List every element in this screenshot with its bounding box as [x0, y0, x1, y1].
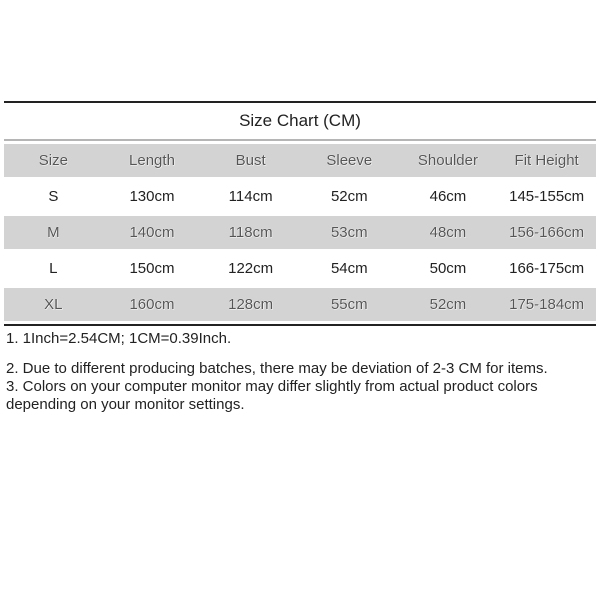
table-cell: 53cm	[300, 216, 399, 249]
size-chart	[4, 101, 596, 326]
table-cell: 156-166cm	[497, 216, 596, 249]
table-row	[4, 252, 596, 285]
table-cell: 140cm	[103, 216, 202, 249]
bottom-rule	[4, 324, 596, 326]
table-cell: 52cm	[399, 288, 498, 321]
note-conversion: 1. 1Inch=2.54CM; 1CM=0.39Inch.	[6, 330, 232, 347]
size-notes	[6, 330, 594, 414]
column-header-length: Length	[103, 144, 202, 177]
table-cell: M	[4, 216, 103, 249]
table-cell: L	[4, 252, 103, 285]
table-cell: S	[4, 180, 103, 213]
size-table	[4, 141, 596, 324]
table-cell: 50cm	[399, 252, 498, 285]
table-cell: 150cm	[103, 252, 202, 285]
column-header-fit-height: Fit Height	[497, 144, 596, 177]
table-cell: 46cm	[399, 180, 498, 213]
table-cell: 55cm	[300, 288, 399, 321]
table-cell: 122cm	[201, 252, 300, 285]
table-row	[4, 180, 596, 213]
table-header-row	[4, 144, 596, 177]
table-row	[4, 288, 596, 321]
table-cell: 128cm	[201, 288, 300, 321]
table-cell: 54cm	[300, 252, 399, 285]
column-header-shoulder: Shoulder	[399, 144, 498, 177]
table-cell: 118cm	[201, 216, 300, 249]
table-row	[4, 216, 596, 249]
table-cell: 52cm	[300, 180, 399, 213]
table-cell: 166-175cm	[497, 252, 596, 285]
chart-title: Size Chart (CM)	[239, 111, 361, 130]
table-cell: 114cm	[201, 180, 300, 213]
table-cell: 175-184cm	[497, 288, 596, 321]
table-cell: 48cm	[399, 216, 498, 249]
table-cell: 130cm	[103, 180, 202, 213]
note-deviation: 2. Due to different producing batches, there may be deviation of 2-3 CM for items.	[6, 360, 548, 377]
column-header-bust: Bust	[201, 144, 300, 177]
column-header-size: Size	[4, 144, 103, 177]
table-cell: 145-155cm	[497, 180, 596, 213]
note-colors: 3. Colors on your computer monitor may differ slightly from actual product colors depending on your monitor settings.	[6, 378, 538, 413]
column-header-sleeve: Sleeve	[300, 144, 399, 177]
table-cell: XL	[4, 288, 103, 321]
table-cell: 160cm	[103, 288, 202, 321]
